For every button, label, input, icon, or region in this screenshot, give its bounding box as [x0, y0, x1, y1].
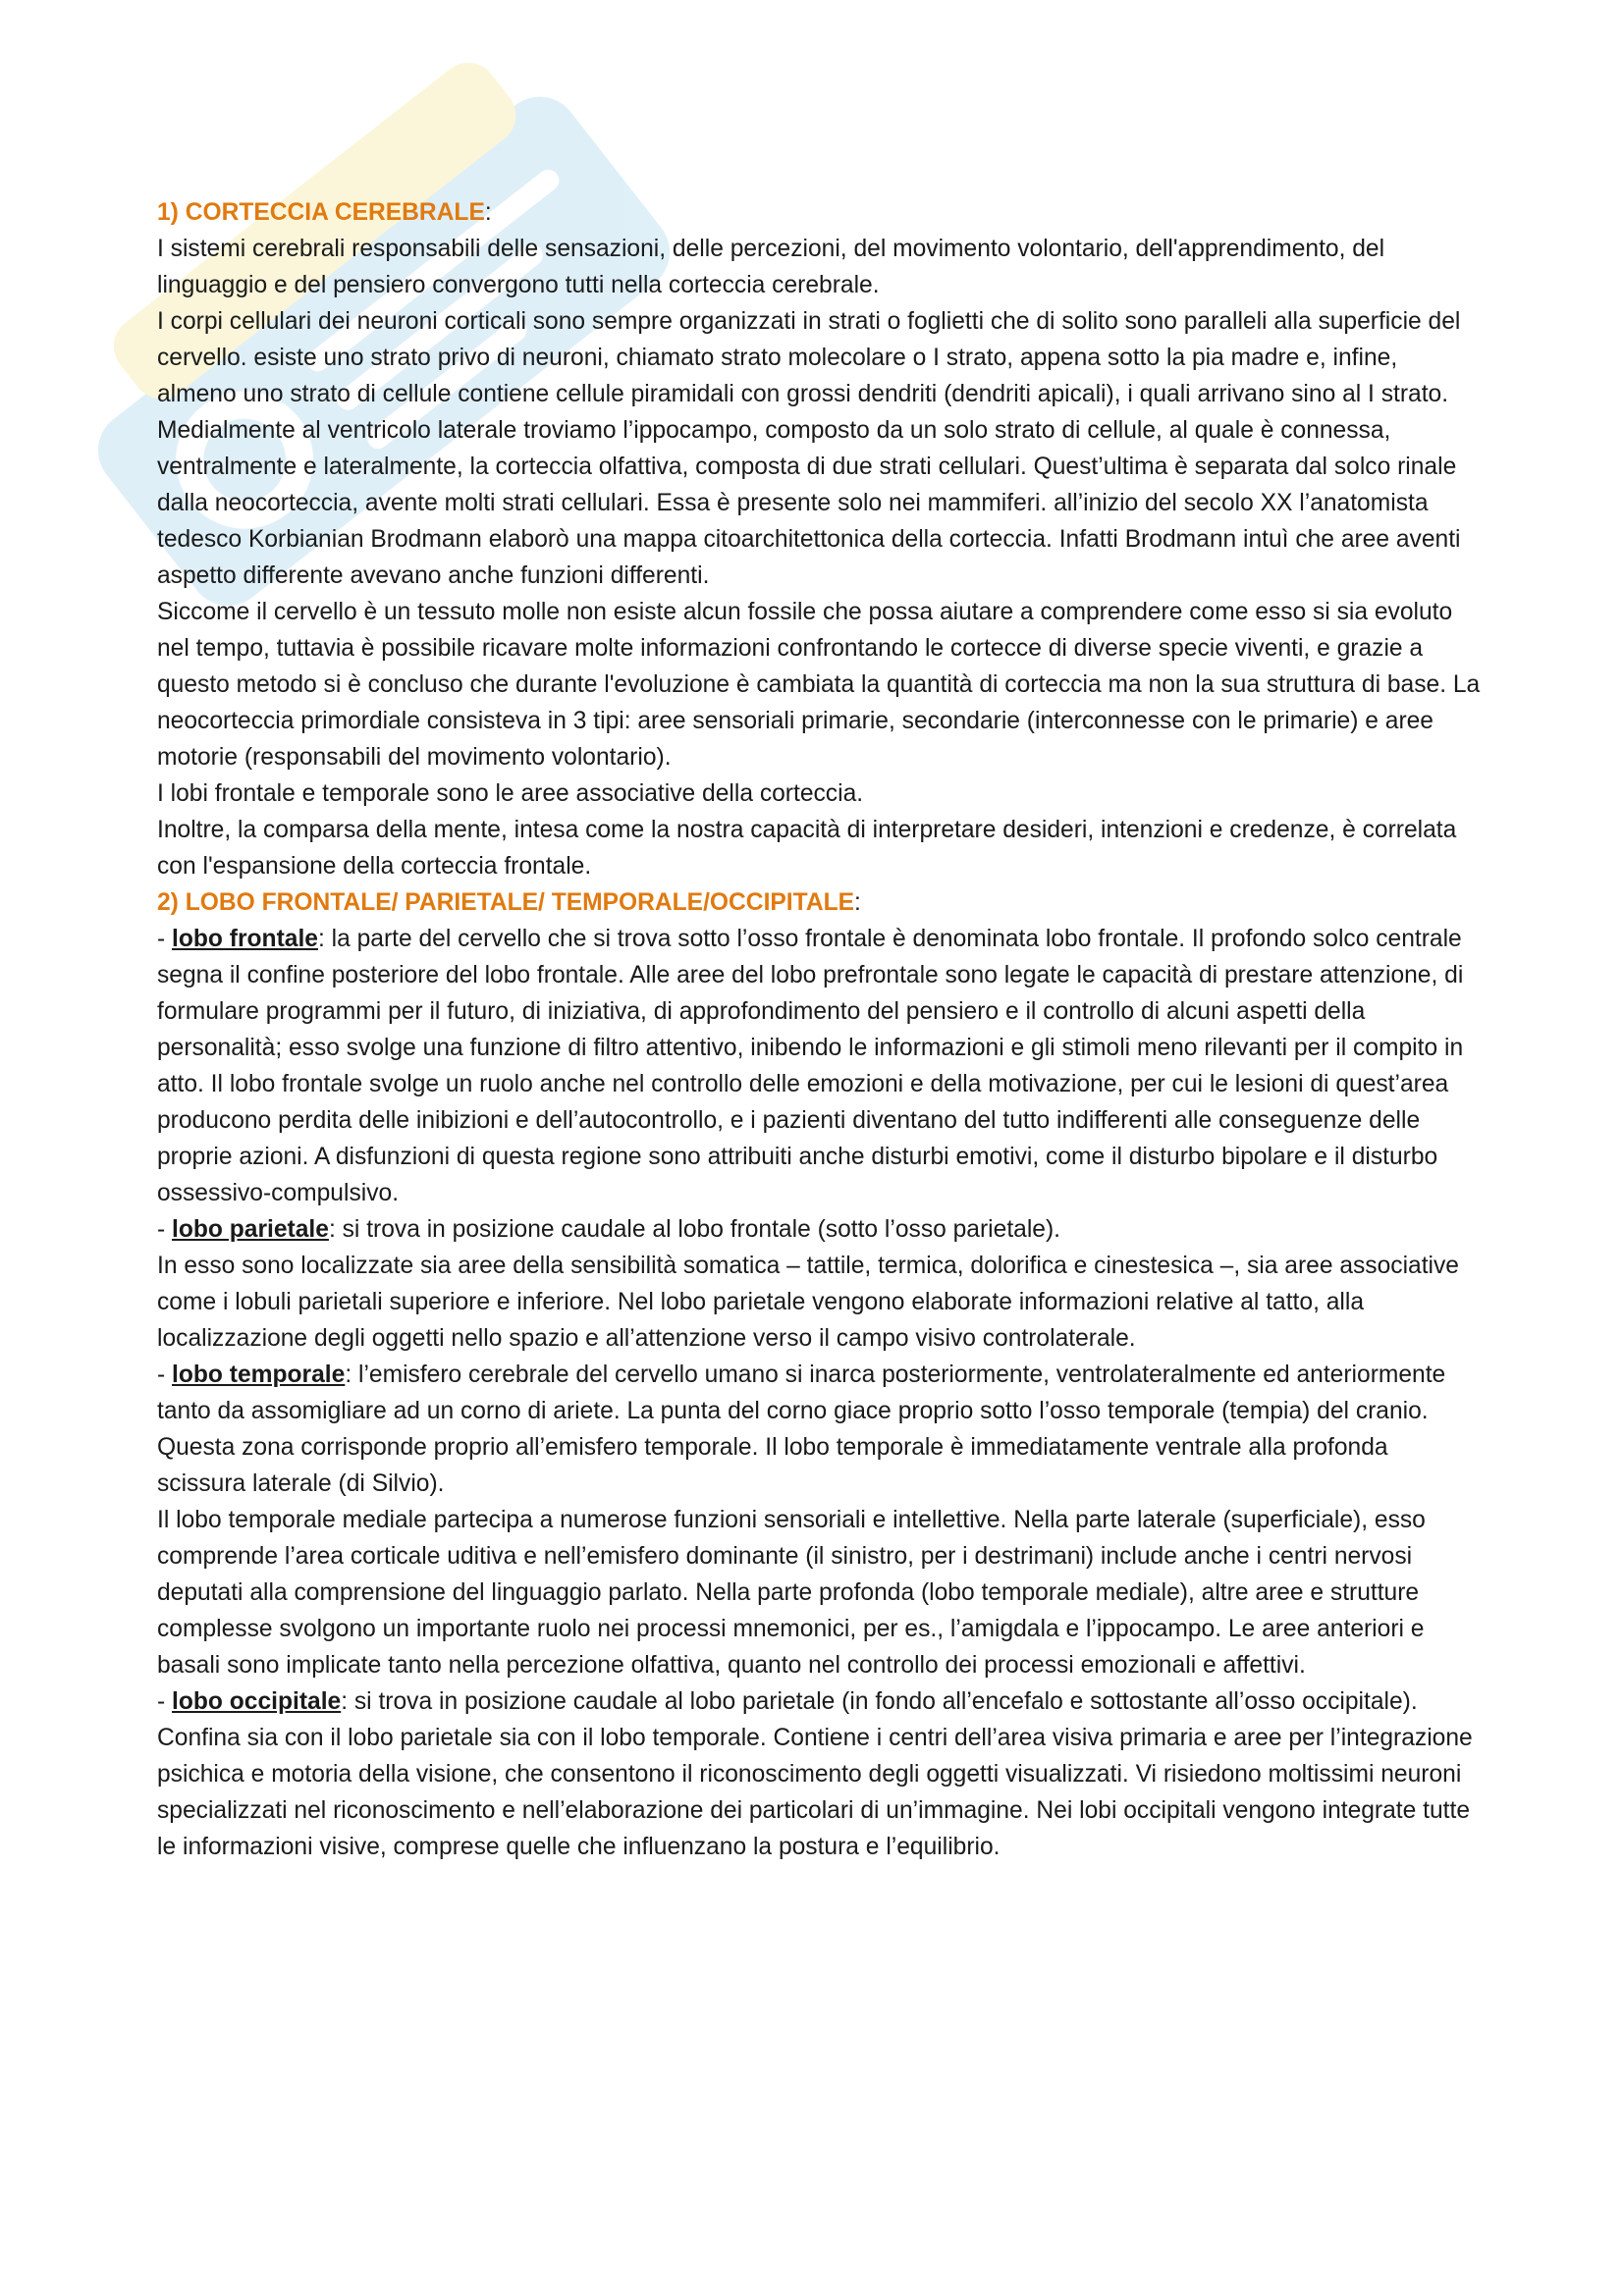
list-dash: - — [157, 926, 173, 952]
document-page — [157, 194, 1483, 1865]
paragraph: I corpi cellulari dei neuroni corticali sono sempre organizzati in strati o foglietti che di solito sono paralleli alla superficie del cervello. esiste uno strato privo di neuroni, chiamato strato molecolare o I strato, appena sotto la pia madre e, infine, almeno uno strato di cellule contiene cellule piramidali con grossi dendriti (dendriti apicali), i quali arrivano sino al I strato. Medialmente al ventricolo laterale troviamo l’ippocampo, composto da un solo strato di cellule, al quale è connessa, ventralmente e lateralmente, la corteccia olfattiva, composta di due strati cellulari. Quest’ultima è separata dal solco rinale dalla neocorteccia, avente molti strati cellulari. Essa è presente solo nei mammiferi. all’inizio del secolo XX l’anatomista tedesco Korbianian Brodmann elaborò una mappa citoarchitettonica della corteccia. Infatti Brodmann intuì che aree aventi aspetto differente avevano anche funzioni differenti. — [157, 308, 1461, 589]
temporal-lobe-paragraph — [157, 1357, 1483, 1502]
list-dash: - — [157, 1362, 173, 1388]
temporal-lobe-extra: Il lobo temporale mediale partecipa a numerose funzioni sensoriali e intellettive. Nella parte laterale (superficiale), esso comprende l’area corticale uditiva e nell’emisfero dominante (il sinistro, per i destrimani) include anche i centri nervosi deputati alla comprensione del linguaggio parlato. Nella parte profonda (lobo temporale mediale), altre aree e strutture complesse svolgono un importante ruolo nei processi mnemonici, per es., l’amigdala e l’ippocampo. Le aree anteriori e basali sono implicate tanto nella percezione olfattiva, quanto nel controllo dei processi emozionali e affettivi. — [157, 1507, 1426, 1679]
occipital-lobe-text: : si trova in posizione caudale al lobo parietale (in fondo all’encefalo e sottostante all’osso occipitale). Confina sia con il lobo parietale sia con il lobo temporale. Contiene i centri dell’area visiva primaria e aree per l’integrazione psichica e motoria della visione, che consentono il riconoscimento degli oggetti visualizzati. Vi risiedono moltissimi neuroni specializzati nel riconoscimento e nell’elaborazione dei particolari di un’immagine. Nei lobi occipitali vengono integrate tutte le informazioni visive, comprese quelle che influenzano la postura e l’equilibrio. — [157, 1688, 1473, 1860]
heading-colon: : — [854, 889, 861, 916]
section-heading-2-text: 2) LOBO FRONTALE/ PARIETALE/ TEMPORALE/OCCIPITALE — [157, 889, 855, 916]
occipital-lobe-title: lobo occipitale — [172, 1688, 342, 1715]
frontal-lobe-paragraph — [157, 921, 1483, 1211]
occipital-lobe-paragraph — [157, 1683, 1483, 1865]
parietal-lobe-text: : si trova in posizione caudale al lobo frontale (sotto l’osso parietale). — [328, 1216, 1060, 1243]
section-heading-2 — [157, 884, 1483, 921]
parietal-lobe-paragraph — [157, 1211, 1483, 1248]
temporal-lobe-title: lobo temporale — [172, 1362, 346, 1388]
section-heading-1 — [157, 194, 1483, 231]
parietal-lobe-extra: In esso sono localizzate sia aree della sensibilità somatica – tattile, termica, dolorifica e cinestesica –, sia aree associative come i lobuli parietali superiore e inferiore. Nel lobo parietale vengono elaborate informazioni relative al tatto, alla localizzazione degli oggetti nello spazio e all’attenzione verso il campo visivo controlaterale. — [157, 1253, 1459, 1352]
paragraph: Siccome il cervello è un tessuto molle non esiste alcun fossile che possa aiutare a comprendere come esso si sia evoluto nel tempo, tuttavia è possibile ricavare molte informazioni confrontando le cortecce di diverse specie viventi, e grazie a questo metodo si è concluso che durante l'evoluzione è cambiata la quantità di corteccia ma non la sua struttura di base. La neocorteccia primordiale consisteva in 3 tipi: aree sensoriali primarie, secondarie (interconnesse con le primarie) e aree motorie (responsabili del movimento volontario). — [157, 599, 1481, 771]
paragraph: I lobi frontale e temporale sono le aree associative della corteccia. — [157, 780, 864, 807]
section-heading-1-text: 1) CORTECCIA CEREBRALE — [157, 199, 485, 226]
paragraph: Inoltre, la comparsa della mente, intesa come la nostra capacità di interpretare desideri, intenzioni e credenze, è correlata con l'espansione della corteccia frontale. — [157, 817, 1457, 880]
heading-colon: : — [484, 199, 492, 226]
parietal-lobe-title: lobo parietale — [172, 1216, 329, 1243]
paragraph: I sistemi cerebrali responsabili delle sensazioni, delle percezioni, del movimento volontario, dell'apprendimento, del linguaggio e del pensiero convergono tutti nella corteccia cerebrale. — [157, 236, 1385, 298]
temporal-lobe-text: : l’emisfero cerebrale del cervello umano si inarca posteriormente, ventrolateralmente ed anteriormente tanto da assomigliare ad un corno di ariete. La punta del corno giace proprio sotto l’osso temporale (tempia) del cranio. Questa zona corrisponde proprio all’emisfero temporale. Il lobo temporale è immediatamente ventrale alla profonda scissura laterale (di Silvio). — [157, 1362, 1446, 1497]
frontal-lobe-title: lobo frontale — [172, 926, 318, 952]
list-dash: - — [157, 1688, 173, 1715]
list-dash: - — [157, 1216, 173, 1243]
frontal-lobe-text: : la parte del cervello che si trova sotto l’osso frontale è denominata lobo frontale. Il profondo solco centrale segna il confine posteriore del lobo frontale. Alle aree del lobo prefrontale sono legate le capacità di prestare attenzione, di formulare programmi per il futuro, di iniziativa, di approfondimento del pensiero e il controllo di alcuni aspetti della personalità; esso svolge una funzione di filtro attentivo, inibendo le informazioni e gli stimoli meno rilevanti per il compito in atto. Il lobo frontale svolge un ruolo anche nel controllo delle emozioni e della motivazione, per cui le lesioni di quest’area producono perdita delle inibizioni e dell’autocontrollo, e i pazienti diventano del tutto indifferenti alle conseguenze delle proprie azioni. A disfunzioni di questa regione sono attribuiti anche disturbi emotivi, come il disturbo bipolare e il disturbo ossessivo-compulsivo. — [157, 926, 1464, 1206]
